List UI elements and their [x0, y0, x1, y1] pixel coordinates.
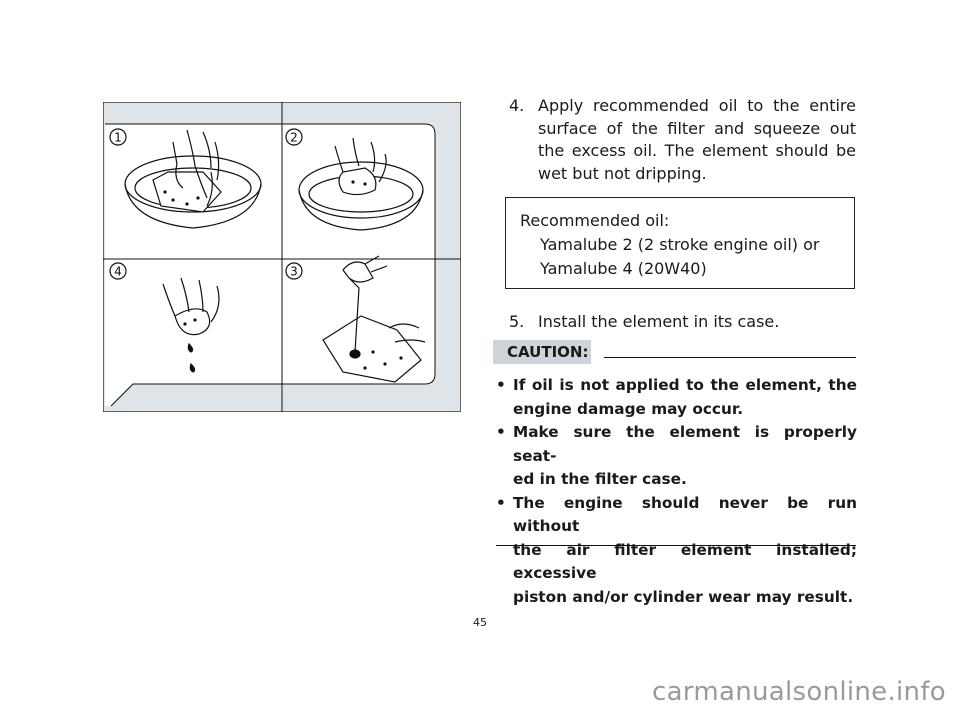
caution-line: If oil is not applied to the element, the: [513, 376, 857, 394]
caution-bottom-divider: [496, 545, 856, 546]
caution-line: engine damage may occur.: [513, 399, 744, 418]
label-2-text: 2: [290, 130, 298, 145]
recommended-oil-line: Yamalube 2 (2 stroke engine oil) or: [540, 235, 820, 254]
caution-list: [496, 374, 857, 609]
label-1: [110, 129, 126, 145]
bullet-symbol: •: [496, 423, 506, 441]
label-4-text: 4: [114, 264, 122, 279]
step-5-number: 5.: [509, 312, 525, 331]
step-4-number: 4.: [509, 96, 525, 115]
bullet-symbol: •: [496, 493, 506, 512]
step-4-line: wet but not dripping.: [538, 163, 707, 183]
label-1-text: 1: [114, 130, 122, 145]
step-4-line: surface of the filter and squeeze out: [538, 118, 856, 138]
label-3-text: 3: [290, 264, 298, 279]
recommended-oil-title: Recommended oil:: [520, 211, 670, 230]
label-2: [286, 129, 302, 145]
caution-label: CAUTION:: [493, 340, 591, 364]
caution-line: the air filter element installed; excessive: [513, 540, 857, 582]
step-5-text: Install the element in its case.: [538, 312, 780, 331]
caution-item: [496, 492, 857, 610]
label-4: [110, 263, 126, 279]
caution-line: piston and/or cylinder wear may result.: [513, 587, 854, 606]
page-number: 45: [473, 616, 487, 629]
oil-filter-procedure-figure: [103, 102, 461, 412]
label-3: [286, 263, 302, 279]
caution-line: ed in the filter case.: [513, 470, 687, 488]
watermark: carmanualsonline.info: [651, 677, 946, 707]
step-5-body: [538, 311, 856, 334]
step-4-line: the excess oil. The element should be: [538, 141, 856, 160]
recommended-oil-line: Yamalube 4 (20W40): [540, 259, 707, 278]
caution-item: [496, 374, 857, 421]
step-4-text: [538, 95, 856, 185]
caution-line: The engine should never be run without: [513, 493, 857, 535]
bullet-symbol: •: [496, 376, 506, 394]
caution-divider: [604, 357, 856, 358]
caution-line: Make sure the element is properly seat-: [513, 423, 857, 465]
caution-item: [496, 421, 857, 492]
step-4-line: Apply recommended oil to the entire: [538, 96, 856, 115]
recommended-oil-box: [505, 197, 855, 289]
